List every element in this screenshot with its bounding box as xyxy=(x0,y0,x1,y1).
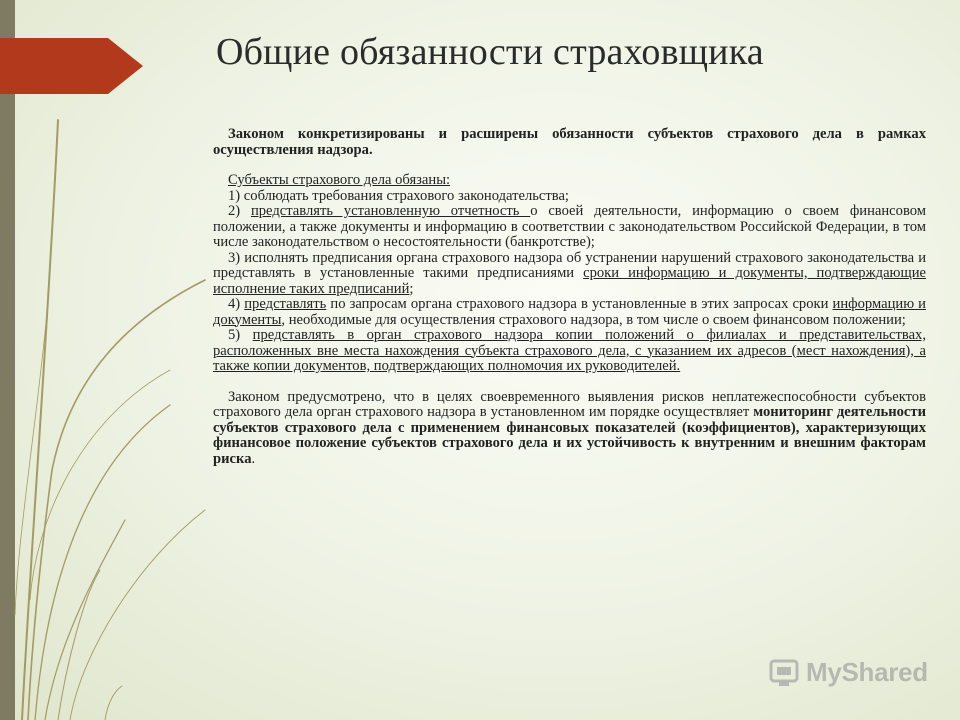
duty-2-link: представлять установленную отчетность xyxy=(250,203,531,219)
closing-paragraph xyxy=(213,390,926,468)
slide-body xyxy=(213,127,926,467)
duty-5-underlined: представлять в орган страхового надзора копии положений о филиалах и представительствах, расположенных вне места нахождения субъекта страхового дела, с указанием их адресов (мест нахождения), а также копии документов, подтверждающих полномочия их руководителей. xyxy=(213,327,926,374)
duty-3-prefix: 3) исполнять предписания органа страхового надзора об устранении нарушений страхового законодательства и представлять в установленные такими предписаниями xyxy=(213,249,926,281)
duty-1 xyxy=(213,189,926,205)
duty-3-underlined: сроки информацию и документы, подтверждающие исполнение таких предписаний; xyxy=(213,265,926,297)
closing-end: . xyxy=(251,450,256,467)
watermark xyxy=(768,657,928,688)
duty-4-prefix: 4) xyxy=(228,296,245,312)
duty-2-rest: о своей деятельности, информацию о своем финансовом положении, а также документы и информацию в соответствии с законодательством Российской Федерации, в том числе законодательством о несостоятельности (банкротстве); xyxy=(213,203,926,250)
duty-4-mid: по запросам органа страхового надзора в установленные в этих запросах сроки xyxy=(326,296,833,312)
intro-text: Законом конкретизированы и расширены обязанности субъектов страхового дела в рамках осуществления надзора. xyxy=(213,126,926,158)
duty-4-rest: , необходимые для осуществления страхового надзора, в том числе о своем финансовом положении; xyxy=(281,311,906,328)
duty-4 xyxy=(213,297,926,328)
duty-5 xyxy=(213,328,926,375)
closing-bold: мониторинг деятельности субъектов страхового дела с применением финансовых показателей (коэффициентов), характеризующих финансовое положение субъектов страхового дела и их устойчивость к внутренним и внешним факторам риска xyxy=(213,404,926,467)
duty-4-link-2: информацию и документы xyxy=(213,296,926,328)
duty-2 xyxy=(213,204,926,251)
slide-title: Общие обязанности страховщика xyxy=(216,31,764,73)
intro-paragraph xyxy=(213,127,926,158)
duty-3 xyxy=(213,251,926,298)
duties-heading xyxy=(213,173,926,189)
duty-4-link-1: представлять xyxy=(244,296,327,312)
watermark-logo-icon xyxy=(768,658,802,688)
duties-heading-text: Субъекты страхового дела обязаны: xyxy=(228,172,451,188)
duty-5-prefix: 5) xyxy=(228,327,253,343)
watermark-text: MyShared xyxy=(806,657,928,687)
closing-plain: Законом предусмотрено, что в целях своевременного выявления рисков неплатежеспособности субъектов страхового дела орган страхового надзора в установленном им порядке осуществляет xyxy=(213,388,926,420)
duty-2-prefix: 2) xyxy=(228,203,251,219)
duty-1-text: 1) соблюдать требования страхового законодательства; xyxy=(228,187,569,204)
